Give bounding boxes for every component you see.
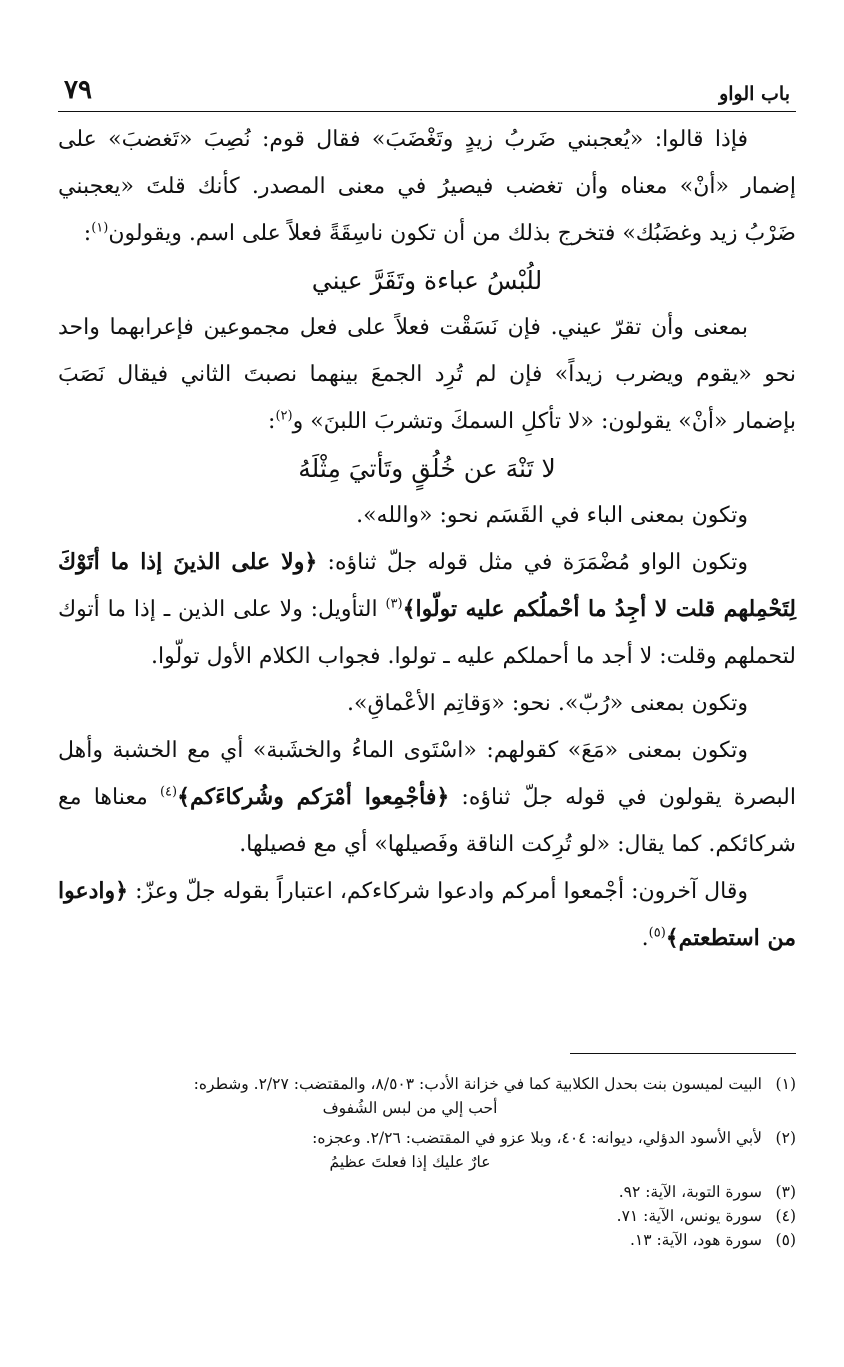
footnote-1 <box>58 1072 796 1120</box>
footnote-3 <box>58 1180 796 1204</box>
footnote-number: (٢) <box>775 1129 796 1147</box>
paragraph-text: التأويل: ولا على الذين ـ إذا ما أتوك لتحملهم وقلت: لا أجد ما أحملكم عليه ـ تولوا. فجواب الكلام الأول تولّوا. <box>58 597 796 669</box>
footnote-number: (٣) <box>775 1183 796 1201</box>
footnote-ref: (٤) <box>159 784 178 800</box>
footnote-ref: (١) <box>91 220 109 236</box>
footnote-text: سورة التوبة، الآية: ٩٢. <box>618 1183 762 1201</box>
footnote-number: (٤) <box>775 1207 796 1225</box>
paragraph-text: بمعنى وأن تقرّ عيني. فإن نَسَقْت فعلاً على فعل مجموعين فإعرابهما واحد نحو «يقوم ويضرب زيداً» فإن لم تُرِد الجمعَ بينهما نصبتَ الثاني فيقال نَصَبَ بإضمار «أنْ» يقولون: «لا تأكلِ السمكَ وتشربَ اللبنَ» و <box>58 315 796 434</box>
verse-line-1: للُبْسُ عباءة وتَقَرَّ عيني <box>311 266 543 295</box>
paragraph-tail: : <box>268 409 276 434</box>
page <box>58 75 797 962</box>
footnote-text: البيت لميسون بنت بحدل الكلابية كما في خزانة الأدب: ٨/٥٠٣، والمقتضب: ٢/٢٧. وشطره: <box>193 1075 762 1093</box>
quran-quote: ﴿ولا على الذينَ إذا ما أتَوْكَ لِتَحْمِلهم قلت لا أجِدُ ما أحْملُكم عليه تولّوا﴾ <box>58 549 797 622</box>
footnote-text: سورة هود، الآية: ١٣. <box>629 1231 762 1249</box>
paragraph-5: وتكون بمعنى «رُبّ». نحو: «وَقاتِم الأعْماقِ». <box>347 691 748 716</box>
footnote-ref: (٢) <box>275 408 293 424</box>
page-header <box>58 75 796 112</box>
footnote-verse: أحب إلي من لبس الشُفوف <box>322 1099 498 1117</box>
paragraph-text: معناها مع شركائكم. كما يقال: «لو تُرِكت الناقة وفَصيلها» أي مع فصيلها. <box>58 785 796 857</box>
footnote-number: (١) <box>775 1075 796 1093</box>
footnote-ref: (٥) <box>648 925 666 941</box>
paragraph-tail: . <box>641 926 649 951</box>
quran-quote: ﴿فأجْمِعوا أمْرَكم وشُركاءَكم﴾ <box>177 784 450 810</box>
paragraph-text: فإذا قالوا: «يُعجبني ضَربُ زيدٍ وتَغْضَبَ» فقال قوم: نُصِبَ «تَغضبَ» على إضمار «أنْ» معناه وأن تغضب فيصيرُ في معنى المصدر. كأنك قلتَ «يعجبني ضَرْبُ زيد وغضَبُك» فتخرج بذلك من أن تكون ناسِقَةً فعلاً على اسم. ويقولون <box>58 127 796 246</box>
footnote-separator <box>570 1053 796 1054</box>
footnote-4 <box>58 1204 796 1228</box>
paragraph-tail: : <box>83 221 92 246</box>
verse-line-2: لا تَنْهَ عن خُلُقٍ وتَأتيَ مِثْلَهُ <box>298 454 556 483</box>
footnote-5 <box>58 1228 796 1252</box>
footnote-text: لأبي الأسود الدؤلي، ديوانه: ٤٠٤، وبلا عزو في المقتضب: ٢/٢٦. وعجزه: <box>312 1129 762 1147</box>
footnote-text: سورة يونس، الآية: ٧١. <box>616 1207 762 1225</box>
paragraph-text: وتكون الواو مُضْمَرَة في مثل قوله جلّ ثناؤه: <box>317 550 748 575</box>
paragraph-3: وتكون بمعنى الباء في القَسَم نحو: «والله». <box>356 503 748 528</box>
paragraph-7 <box>58 868 796 962</box>
footnote-number: (٥) <box>775 1231 796 1249</box>
footnote-ref: (٣) <box>385 596 403 612</box>
quran-quote: ﴿وادعوا من استطعتم﴾ <box>58 878 796 951</box>
footnote-verse: عارٌ عليك إذا فعلتَ عظيمُ <box>329 1153 491 1171</box>
page-number: ٧٩ <box>64 75 92 105</box>
chapter-title: باب الواو <box>719 83 790 105</box>
paragraph-4 <box>58 539 796 680</box>
paragraph-1 <box>58 116 796 257</box>
paragraph-text: وقال آخرون: أجْمعوا أمركم وادعوا شركاءكم، اعتباراً بقوله جلّ وعزّ: <box>128 879 748 904</box>
paragraph-6 <box>58 727 796 868</box>
footnotes <box>58 1072 796 1252</box>
main-text <box>58 116 796 962</box>
paragraph-2 <box>58 304 796 445</box>
footnote-2 <box>58 1126 796 1174</box>
paragraph-text: وتكون بمعنى «مَعَ» كقولهم: «اسْتَوى الماءُ والخشَبة» أي مع الخشبة وأهل البصرة يقولون في قوله جلّ ثناؤه: <box>58 738 797 810</box>
